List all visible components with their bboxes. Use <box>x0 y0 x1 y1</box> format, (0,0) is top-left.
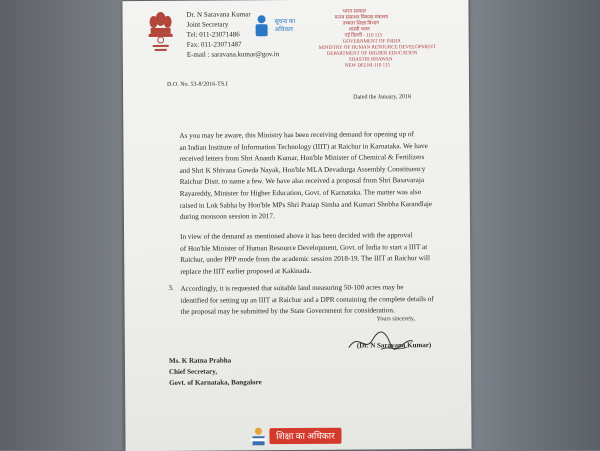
officer-designation: Joint Secretary <box>186 20 229 29</box>
paragraph-1: As you may be aware, this Ministry has been receiving demand for opening up of an Indian Institute of Information Technology (IIIT) at Raichur in Karnataka. We have received letters from Shri Ananth Kumar, Hon'ble Minister of Chemical & Fertilizers and Shri K Shivana Gowda Nayak, Hon'ble MLA Devadurga Assembly Constituency Raichur Distt. to name a few. We have also received a proposal from Shri Basavaraja Rayareddy, Minister for Higher Education, Govt. of Karnataka. The matter was also raised in Lok Sabha by Hon'ble MPs Shri Pratap Simha and Kumari Shobha Karandlaje during monsoon session in 2017. <box>179 130 433 221</box>
officer-name: Dr. N Saravana Kumar <box>186 10 251 19</box>
gov-line7: MINISTRY OF HUMAN RESOURCE DEVELOPMENT <box>318 45 436 51</box>
officer-tel: Tel: 011-23071486 <box>186 30 240 39</box>
officer-email: E-mail : saravana.kumar@gov.in <box>186 50 280 59</box>
closing: Yours sincerely, <box>376 316 416 323</box>
footer-logo-text: शिक्षा का अधिकार <box>269 428 341 445</box>
rti-line2: अधिकार <box>274 27 294 34</box>
officer-fax: Fax: 011-23071487 <box>186 40 242 49</box>
gov-hindi-line5: नई दिल्ली - 110 115 <box>344 33 383 39</box>
gov-line6: GOVERNMENT OF INDIA <box>342 39 401 45</box>
footer-logo <box>247 426 347 449</box>
addressee-title: Chief Secretary, <box>168 367 218 376</box>
letter-page <box>122 0 471 451</box>
gov-hindi-line3: उच्चतर शिक्षा विभाग <box>342 21 380 27</box>
rti-line1: सूचना का <box>274 19 296 26</box>
paragraph-3-number: 3. <box>168 283 174 292</box>
gov-line10: NEW DELHI-110 115 <box>344 63 391 69</box>
gov-hindi-line1: भारत सरकार <box>342 9 367 15</box>
signatory: (Dr. N Saravana Kumar) <box>356 341 432 350</box>
paragraph-2: In view of the demand as mentioned above it has been decided with the approval of Hon'ble Minister of Human Resource Development, Govt. of India to start a IIIT at Raichur, under PPP mode from the academic session 2018-19. The IIIT at Raichur will replace the IIIT earlier proposed at Kakinada. <box>180 231 430 276</box>
addressee-name: Ms. K Ratna Prabha <box>168 356 232 365</box>
do-number: D.O. No. 53-8/2016-TS.I <box>166 81 228 88</box>
rti-person-icon <box>253 14 271 38</box>
child-reading-icon <box>247 426 269 448</box>
background-left <box>0 0 122 450</box>
letter-date: Dated the January, 2018 <box>353 94 412 101</box>
gov-hindi-line4: शास्त्री भवन <box>348 27 370 33</box>
gov-line9: SHASTRI BHAWAN <box>348 57 393 63</box>
addressee-place: Govt. of Karnataka, Bangalore <box>169 378 262 387</box>
gov-line8: DEPARTMENT OF HIGHER EDUCATION <box>326 51 418 57</box>
state-emblem-icon <box>144 9 176 53</box>
gov-hindi-line2: मानव संसाधन विकास मंत्रालय <box>334 15 388 21</box>
paragraph-3: Accordingly, it is requested that suitable land measuring 50-100 acres may be identified for setting up an IIIT at Raichur and a DPR containing the complete details of the proposal may be submitted by the State Government for consideration. <box>180 283 434 317</box>
background-right <box>470 0 600 450</box>
